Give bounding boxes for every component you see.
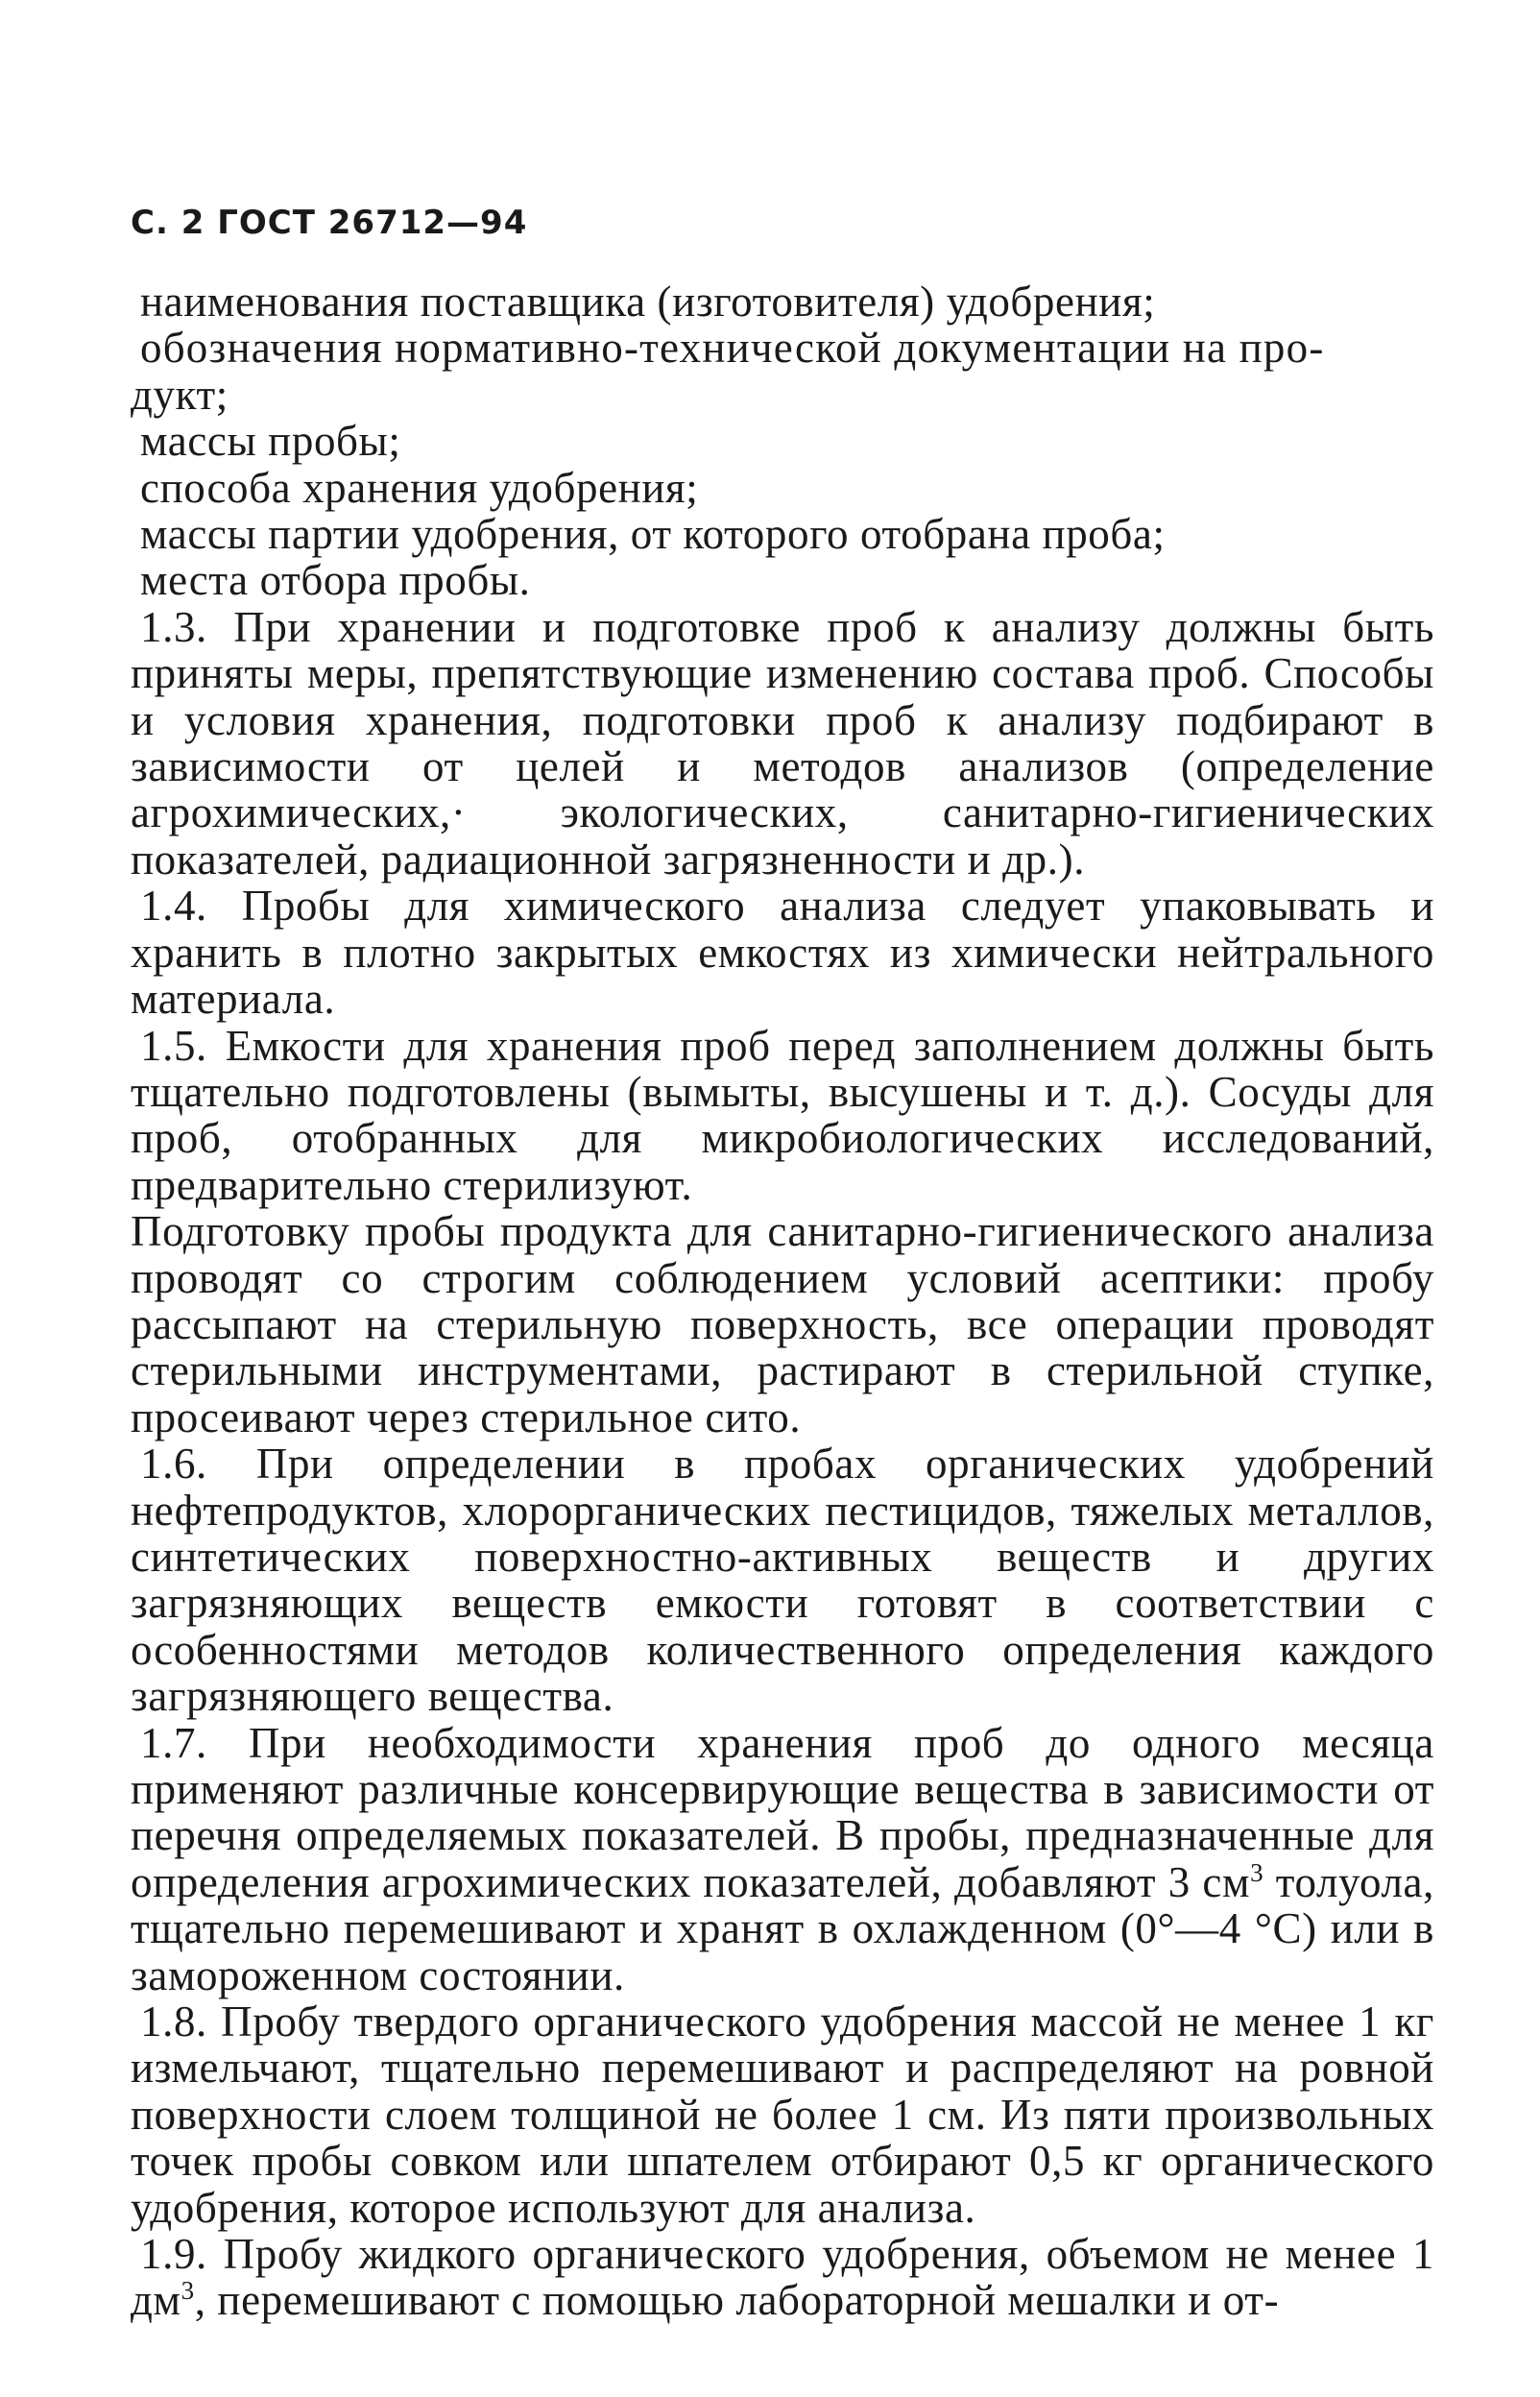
paragraph-1-7-text: 1.7. При необходимости хранения проб до одного месяца применяют различные консервирующие вещества в зависимости от перечня определяемых показателей. В пробы, предназначенные для определения агрохимических показателей, добавляют 3 см xyxy=(131,1718,1434,1906)
page-header: С. 2 ГОСТ 26712—94 xyxy=(131,204,528,242)
list-item: наименования поставщика (изготовителя) удобрения; xyxy=(140,278,1156,326)
paragraph-1-3: 1.3. При хранении и подготовке проб к анализу должны быть приняты меры, препятствующие изменению состава проб. Способы и условия хранения, подготовки проб к анализу подбирают в зависимости от целей и методов анализов (определение агрохимических,· экологических, санитарно-гигиенических показателей, радиационной загрязненности и др.). xyxy=(131,602,1434,884)
superscript: 3 xyxy=(1250,1857,1264,1887)
list-item: массы пробы; xyxy=(140,417,401,466)
list-item: способа хранения удобрения; xyxy=(140,463,699,512)
paragraph-1-6: 1.6. При определении в пробах органических удобрений нефтепродуктов, хлорорганических пестицидов, тяжелых металлов, синтетических поверхностно-активных веществ и других загрязняющих веществ емкости готовят в соответствии с особенностями методов количественного определения каждого загрязняющего вещества. xyxy=(131,1440,1434,1721)
list-item: массы партии удобрения, от которого отобрана проба; xyxy=(140,510,1166,559)
paragraph-1-4: 1.4. Пробы для химического анализа следует упаковывать и хранить в плотно закрытых емкостях из химически нейтрального материала. xyxy=(131,882,1434,1024)
paragraph-1-9-text-end: , перемешивают с помощью лабораторной мешалки и от- xyxy=(194,2276,1280,2325)
list-item: обозначения нормативно-технической документации на про- xyxy=(140,324,1325,373)
paragraph-1-7 xyxy=(131,1720,1434,1998)
list-item-continuation: дукт; xyxy=(131,370,229,419)
paragraph-1-9-text: 1.9. Пробу жидкого органического удобрения, объемом не менее 1 дм xyxy=(131,2230,1434,2325)
document-body xyxy=(131,278,1434,2324)
paragraph-1-5: 1.5. Емкости для хранения проб перед заполнением должны быть тщательно подготовлены (вымыты, высушены и т. д.). Сосуды для проб, отобранных для микробиологических исследований, предварительно стерилизуют. xyxy=(131,1021,1434,1209)
paragraph-1-5-continued: Подготовку пробы продукта для санитарно-гигиенического анализа проводят со строгим соблюдением условий асептики: пробу рассыпают на стерильную поверхность, все операции проводят стерильными инструментами, растирают в стерильной ступке, просеивают через стерильное сито. xyxy=(131,1207,1434,1441)
list-item: места отбора пробы. xyxy=(140,556,531,605)
superscript: 3 xyxy=(180,2276,195,2306)
paragraph-1-7-text-end: толуола, тщательно перемешивают и хранят в охлажденном (0°—4 °С) или в замороженном состоянии. xyxy=(131,1857,1434,1999)
paragraph-1-9 xyxy=(131,2231,1434,2324)
paragraph-1-8: 1.8. Пробу твердого органического удобрения массой не менее 1 кг измельчают, тщательно перемешивают и распределяют на ровной поверхности слоем толщиной не более 1 см. Из пяти произвольных точек пробы совком или шпателем отбирают 0,5 кг органического удобрения, которое используют для анализа. xyxy=(131,1998,1434,2232)
